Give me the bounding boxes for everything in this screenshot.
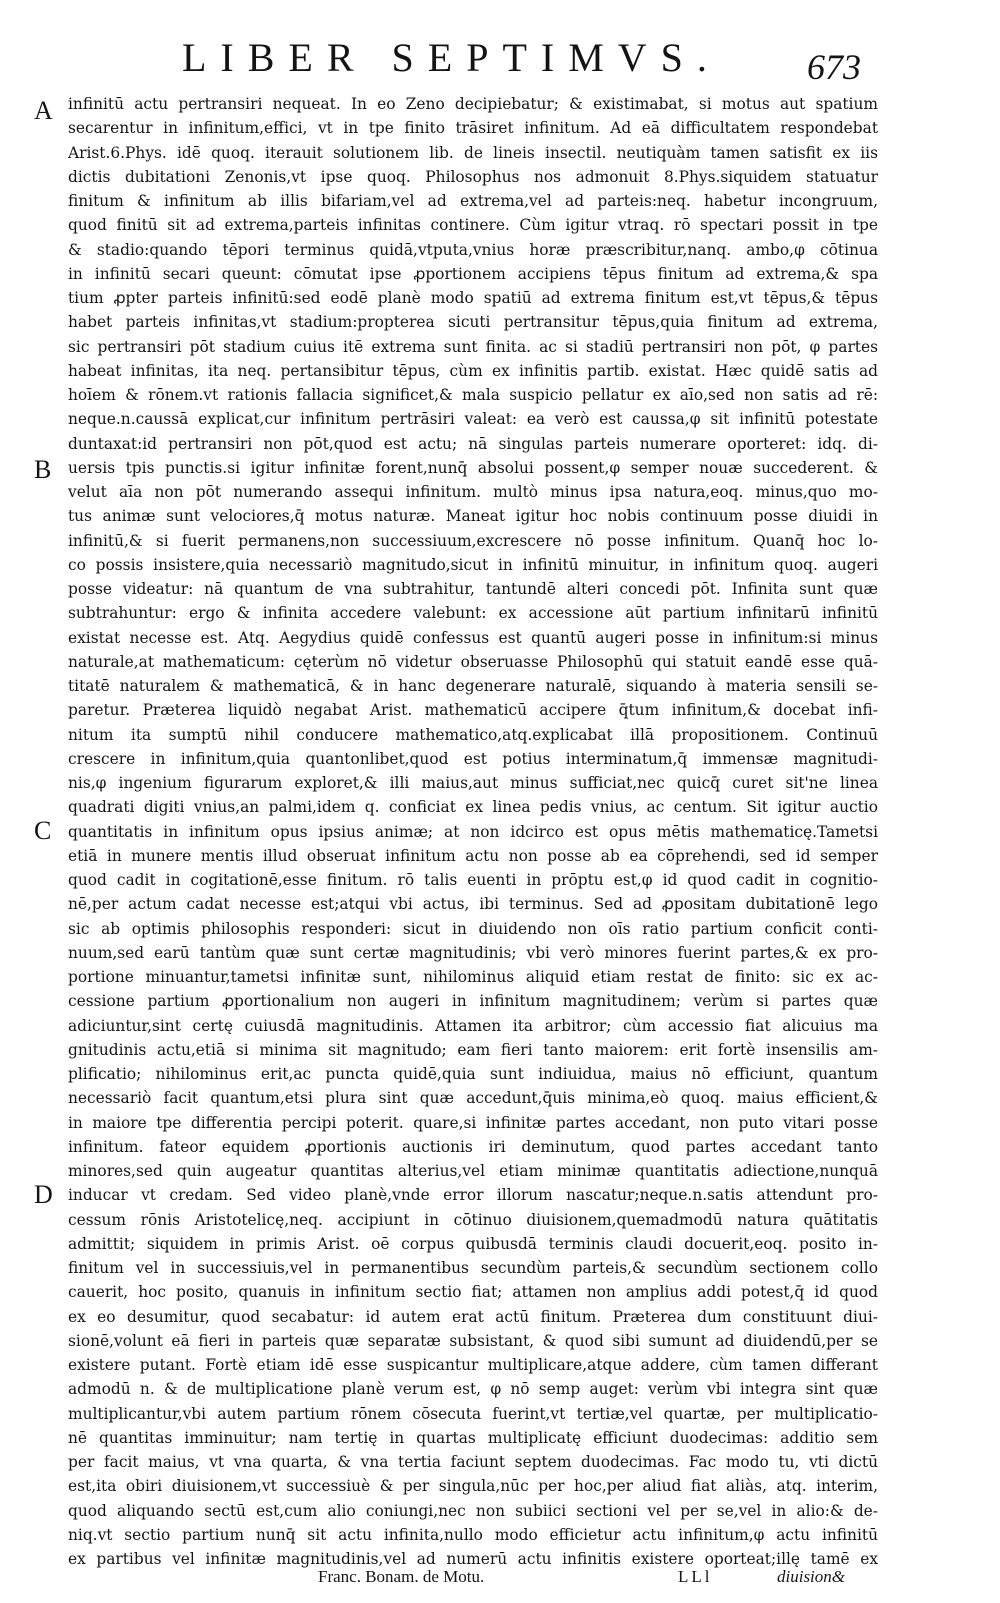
text-line: gnitudinis actu,etiā si minima sit magnitudo; eam fieri tanto maiorem: erit fortè insensilis am- [68, 1040, 878, 1059]
sheet-mark: LLl [678, 1567, 713, 1586]
text-line: secarentur in infinitum,effici, vt in tpe finito trāsiret infinitum. Ad eā difficultatem respondebat [68, 119, 878, 138]
text-line: in infinitū secari queunt: cōmutat ipse ꝓportionem accipiens tēpus finitum ad extrema,& spa [68, 264, 878, 283]
text-line: dictis dubitationi Zenonis,vt ipse quoq. Philosophus nos admonuit 8.Phys.siquidem statuatur [68, 167, 878, 186]
text-line: velut aīa non pōt numerando assequi infinitum. multò minus ipsa natura,eoq. minus,quo mo- [68, 483, 878, 501]
text-line: quod finitū sit ad extrema,parteis infinitas continere. Cùm igitur vtraq. rō spectari possit in tpe [68, 216, 878, 235]
text-line: sic pertransiri pōt stadium cuius itē extrema sunt finita. ac si stadiū pertransiri non pōt, φ partes [68, 337, 878, 356]
text-line: ex eo desumitur, quod secabatur: id autem erat actū finitum. Præterea dum constituunt diui- [68, 1307, 878, 1326]
text-line: admittit; siquidem in primis Arist. oē corpus quibusdā terminis claudi docuerit,eoq. posito in- [68, 1234, 878, 1253]
text-line: uersis tpis punctis.si igitur infinitæ forent,nunq̄ absolui possent,φ semper nouæ succederent. & [68, 458, 878, 477]
printer-signature: Franc. Bonam. de Motu. [318, 1567, 485, 1586]
text-line: portione minuantur,tametsi infinitæ sunt, nihilominus aliquid etiam restat de finito: sic ex ac- [68, 968, 878, 986]
text-line: co possis insistere,quia necessariò magnitudo,sicut in infinitū minuitur, in infinitum quoq. augeri [68, 555, 878, 574]
text-line: crescere in infinitum,quia quantonlibet,quod est potius interminatum,q̄ immensæ magnitudi- [68, 749, 878, 768]
text-line: existat necesse est. Atq. Aegydius quidē confessus est quantū augeri posse in infinitum:si minus [68, 628, 878, 647]
running-title: LIBER SEPTIMVS. [182, 35, 721, 80]
text-line: sic ab optimis philosophis responderi: sicut in diuidendo non oīs ratio partium conficit conti- [68, 919, 878, 938]
text-line: cessum rōnis Aristotelicę,neq. accipiunt in cōtinuo diuisionem,quemadmodū natura quātitatis [68, 1210, 878, 1229]
body-text [68, 92, 878, 1571]
text-line: ex partibus vel infinitæ magnitudinis,vel ad numerū actu infinitis existere oporteat;illę tamē ex [68, 1550, 878, 1568]
text-line: posse videatur: nā quantum de vna subtrahitur, tantundē alteri concedi pōt. Infinita sunt quæ [68, 580, 878, 598]
margin-letter-b: B [34, 455, 52, 484]
text-line: habeat infinitas, ita neq. pertansibitur tēpus, cùm ex infinitis partib. existat. Hæc quidē satis ad [68, 361, 878, 380]
text-line: sionē,volunt eā fieri in parteis quæ separatæ subsistant, & quod sibi sumunt ad diuidendū,per se [68, 1331, 878, 1350]
text-line: in maiore tpe differentia percipi poterit. quare,si infinitæ partes accedant, non puto vitari posse [68, 1113, 878, 1132]
text-line: nis,φ ingenium figurarum exploret,& illi maius,aut minus sufficiat,nec quicq̄ curet sit'ne linea [68, 774, 878, 792]
text-line: etiā in munere mentis illud obseruat infinitum actu non posse ab ea cōprehendi, sed id semper [68, 846, 878, 865]
text-line: nē,per actum cadat necesse est;atqui vbi actus, ibi terminus. Sed ad ꝓpositam dubitationē lego [68, 895, 878, 914]
text-line: minores,sed quin augeatur quantitas alterius,vel etiam minimæ quantitatis adiectione,nunquā [68, 1162, 878, 1180]
text-line: tus animæ sunt velociores,q̄ motus naturæ. Maneat igitur hoc nobis continuum posse diuidi in [68, 507, 878, 526]
text-line: multiplicantur,vbi autem partium rōnem cōsecuta fuerint,vt tertiæ,vel quartæ, per multiplicatio- [68, 1404, 878, 1423]
text-line: finitum vel in successiuis,vel in permanentibus secundùm parteis,& secundùm sectionem collo [68, 1259, 878, 1277]
text-line: quadrati digiti vnius,an palmi,idem q. conficiat ex linea pedis vnius, ac centum. Sit igitur auctio [68, 798, 878, 817]
text-line: nē quantitas imminuitur; nam tertię in quartas multiplicatę efficiunt duodecimas: additio sem [68, 1428, 878, 1447]
text-line: naturale,at mathematicum: cęterùm nō videtur obseruasse Philosophū qui statuit eandē esse quā- [68, 652, 878, 671]
text-line: per facit maius, vt vna quarta, & vna tertia faciunt septem duodecimas. Fac modo tu, vti dictū [68, 1453, 878, 1471]
text-line: neque.n.caussā explicat,cur infinitum pertrāsiri valeat: ea verò est caussa,φ sit infinitū potestate [68, 410, 878, 429]
text-line: adiciuntur,sint certę cuiusdā magnitudinis. Attamen ita arbitror; cùm accessio fiat alicuius ma [68, 1016, 878, 1035]
text-line: quod cadit in cogitationē,esse finitum. rō talis euenti in prōptu est,φ id quod cadit in cognitio- [68, 871, 878, 889]
text-line: plificatio; nihilominus erit,ac puncta quidē,quia sunt indiuidua, maius nō efficiunt, quantum [68, 1065, 878, 1083]
text-line: infinitum. fateor equidem ꝓportionis auctionis iri deminutum, quod partes accedant tanto [68, 1137, 878, 1156]
text-line: hoīem & rōnem.vt rationis fallacia significet,& mala suspicio pellatur ex aīo,sed non satis ad rē: [68, 386, 878, 404]
text-line: infinitū,& si fuerit permanens,non successiuum,excrescere nō posse infinitum. Quanq̄ hoc lo- [68, 531, 878, 550]
text-line: subtrahuntur: ergo & infinita accedere valebunt: ex accessione aūt partium infinitarū infinitū [68, 604, 878, 623]
text-line: est,ita obiri diuisionem,vt successiuè & per singula,nūc per hoc,per aliud fiat aliàs, atq. interim, [68, 1477, 878, 1496]
text-line: niq.vt sectio partium nunq̄ sit actu infinita,nullo modo efficietur actu infinitum,φ actu infinitū [68, 1525, 878, 1544]
text-line: existere putant. Fortè etiam idē esse suspicantur multiplicare,atque addere, cùm tamen differant [68, 1356, 878, 1374]
text-line: admodū n. & de multiplicatione planè verum est, φ nō semp auget: verùm vbi integra sint quæ [68, 1380, 878, 1399]
text-line: infinitū actu pertransiri nequeat. In eo Zeno decipiebatur; & existimabat, si motus aut spatium [68, 95, 878, 113]
text-line: habet parteis infinitas,vt stadium:propterea sicuti pertransitur tēpus,quia finitum ad extrema, [68, 313, 878, 332]
page-number: 673 [807, 47, 861, 87]
text-line: quod aliquando sectū est,cum alio coniungi,nec non subiici sectioni vel per se,vel in alio:& de- [68, 1501, 878, 1520]
text-line: titatē naturalem & mathematicā, & in hanc degenerare naturalē, siquando à materia sensili se- [68, 677, 878, 695]
catchword: diuision& [777, 1567, 846, 1586]
text-line: inducar vt credam. Sed video planè,vnde error illorum nascatur;neque.n.satis attendunt pro- [68, 1186, 878, 1205]
text-line: nuum,sed earū tantùm quæ sunt certæ magnitudinis; vbi verò minores fuerint partes,& ex pro- [68, 943, 878, 962]
text-line: tium ꝓpter parteis infinitū:sed eodē planè modo spatiū ad extrema finitum est,vt tēpus,& tēpus [68, 289, 878, 307]
text-line: cessione partium ꝓportionalium non augeri in infinitum magnitudinem; verùm si partes quæ [68, 992, 878, 1011]
margin-letter-a: A [34, 96, 53, 125]
text-line: paretur. Præterea liquidò negabat Arist. mathematicū accipere q̄tum infinitum,& docebat infi- [68, 701, 878, 720]
text-line: quantitatis in infinitum opus ipsius animæ; at non idcirco est opus mētis mathematicę.Tametsi [68, 822, 878, 841]
text-line: finitum & infinitum ab illis bifariam,vel ad extrema,vel ad parteis:neq. habetur incongruum, [68, 192, 878, 210]
margin-letter-d: D [34, 1180, 53, 1209]
text-line: Arist.6.Phys. idē quoq. iterauit solutionem lib. de lineis insectil. neutiquàm tamen satisfit ex iis [68, 143, 878, 162]
text-line: cauerit, hoc posito, quanuis in infinitum sectio fiat; attamen non amplius addi potest,q̄ id quod [68, 1283, 878, 1302]
text-line: duntaxat:id pertransiri non pōt,quod est actu; nā singulas parteis numerare oporteret: idq. di- [68, 434, 878, 453]
text-line: nitum ita sumptū nihil conducere mathematico,atq.explicabat illā propositionem. Continuū [68, 725, 878, 744]
text-line: necessariò facit quantum,etsi plura sint quæ accedunt,q̄uis minima,eò quoq. maius efficient,& [68, 1089, 878, 1108]
margin-letter-c: C [34, 816, 52, 845]
text-line: & stadio:quando tēpori terminus quidā,vtputa,vnius horæ præscribitur,nanq. ambo,φ cōtinua [68, 240, 878, 259]
